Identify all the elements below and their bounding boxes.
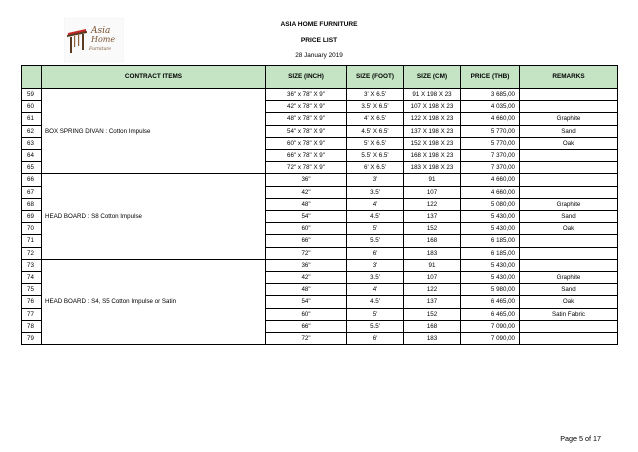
- size-inch-cell: 72": [266, 247, 347, 259]
- size-inch-cell: 72" x 78" X 9": [266, 162, 347, 174]
- price-cell: 5 430,00: [461, 211, 520, 223]
- price-cell: 6 465,00: [461, 308, 520, 320]
- remark-cell: Sand: [520, 211, 618, 223]
- col-header-contract-items: CONTRACT ITEMS: [42, 66, 266, 89]
- size-foot-cell: 5': [347, 308, 404, 320]
- row-number: 63: [22, 137, 42, 149]
- size-inch-cell: 42": [266, 186, 347, 198]
- remark-cell: Graphite: [520, 113, 618, 125]
- price-cell: 5 430,00: [461, 272, 520, 284]
- contract-item: HEAD BOARD : S4, S5 Cotton Impulse or Satin: [42, 259, 266, 344]
- size-foot-cell: 5' X 6.5': [347, 137, 404, 149]
- size-foot-cell: 3.5' X 6.5': [347, 101, 404, 113]
- table-row: [22, 259, 618, 271]
- size-cm-cell: 122: [404, 198, 461, 210]
- logo-text-line-1: Asia: [91, 26, 111, 36]
- size-inch-cell: 36" x 78" X 9": [266, 89, 347, 101]
- remark-cell: Oak: [520, 137, 618, 149]
- size-foot-cell: 4.5': [347, 211, 404, 223]
- size-cm-cell: 122 X 198 X 23: [404, 113, 461, 125]
- row-number: 62: [22, 125, 42, 137]
- logo-text-line-3: Furniture: [89, 47, 112, 52]
- size-cm-cell: 168 X 198 X 23: [404, 150, 461, 162]
- size-foot-cell: 5.5' X 6.5': [347, 150, 404, 162]
- row-number: 70: [22, 223, 42, 235]
- remark-cell: Oak: [520, 296, 618, 308]
- price-cell: 7 370,00: [461, 150, 520, 162]
- size-foot-cell: 6': [347, 247, 404, 259]
- price-cell: 6 185,00: [461, 235, 520, 247]
- remark-cell: [520, 174, 618, 186]
- size-inch-cell: 48": [266, 284, 347, 296]
- size-inch-cell: 54": [266, 296, 347, 308]
- size-foot-cell: 5.5': [347, 235, 404, 247]
- size-cm-cell: 183 X 198 X 23: [404, 162, 461, 174]
- size-inch-cell: 66": [266, 235, 347, 247]
- col-header-price: PRICE (THB): [461, 66, 520, 89]
- price-cell: 4 660,00: [461, 186, 520, 198]
- remark-cell: [520, 259, 618, 271]
- price-table: [21, 65, 618, 345]
- remark-cell: Oak: [520, 223, 618, 235]
- price-table-body: [22, 89, 618, 345]
- price-cell: 5 430,00: [461, 259, 520, 271]
- size-inch-cell: 54" x 78" X 9": [266, 125, 347, 137]
- row-number: 73: [22, 259, 42, 271]
- size-cm-cell: 91 X 198 X 23: [404, 89, 461, 101]
- size-inch-cell: 48" x 78" X 9": [266, 113, 347, 125]
- remark-cell: [520, 333, 618, 345]
- size-cm-cell: 183: [404, 333, 461, 345]
- remark-cell: Sand: [520, 125, 618, 137]
- size-inch-cell: 42" x 78" X 9": [266, 101, 347, 113]
- price-cell: 7 090,00: [461, 320, 520, 332]
- price-cell: 3 685,00: [461, 89, 520, 101]
- size-inch-cell: 36": [266, 174, 347, 186]
- row-number: 65: [22, 162, 42, 174]
- row-number: 76: [22, 296, 42, 308]
- size-cm-cell: 137: [404, 296, 461, 308]
- row-number: 77: [22, 308, 42, 320]
- price-cell: 4 660,00: [461, 174, 520, 186]
- row-number: 72: [22, 247, 42, 259]
- remark-cell: [520, 186, 618, 198]
- size-foot-cell: 4.5' X 6.5': [347, 125, 404, 137]
- row-number: 66: [22, 174, 42, 186]
- price-cell: 5 770,00: [461, 137, 520, 149]
- size-inch-cell: 36": [266, 259, 347, 271]
- remark-cell: Graphite: [520, 198, 618, 210]
- size-foot-cell: 4' X 6.5': [347, 113, 404, 125]
- remark-cell: [520, 320, 618, 332]
- size-cm-cell: 183: [404, 247, 461, 259]
- document-title: PRICE LIST: [300, 37, 338, 44]
- remark-cell: [520, 235, 618, 247]
- price-cell: 5 430,00: [461, 223, 520, 235]
- remark-cell: Graphite: [520, 272, 618, 284]
- remark-cell: Satin Fabric: [520, 308, 618, 320]
- price-cell: 7 370,00: [461, 162, 520, 174]
- size-foot-cell: 3': [347, 174, 404, 186]
- price-cell: 4 035,00: [461, 101, 520, 113]
- size-inch-cell: 66": [266, 320, 347, 332]
- size-cm-cell: 137 X 198 X 23: [404, 125, 461, 137]
- size-foot-cell: 3.5': [347, 186, 404, 198]
- col-header-size-inch: SIZE (INCH): [266, 66, 347, 89]
- size-inch-cell: 48": [266, 198, 347, 210]
- document-date: 28 January 2019: [295, 52, 343, 59]
- size-cm-cell: 91: [404, 259, 461, 271]
- col-header-remarks: REMARKS: [520, 66, 618, 89]
- size-inch-cell: 60" x 78" X 9": [266, 137, 347, 149]
- size-cm-cell: 137: [404, 211, 461, 223]
- company-name: ASIA HOME FURNITURE: [280, 21, 358, 28]
- row-number: 68: [22, 198, 42, 210]
- size-cm-cell: 152: [404, 308, 461, 320]
- remark-cell: [520, 150, 618, 162]
- row-number: 79: [22, 333, 42, 345]
- price-cell: 4 660,00: [461, 113, 520, 125]
- size-foot-cell: 3.5': [347, 272, 404, 284]
- size-foot-cell: 4.5': [347, 296, 404, 308]
- remark-cell: [520, 247, 618, 259]
- price-cell: 6 185,00: [461, 247, 520, 259]
- size-cm-cell: 168: [404, 320, 461, 332]
- size-foot-cell: 4': [347, 284, 404, 296]
- row-number: 59: [22, 89, 42, 101]
- size-cm-cell: 107: [404, 272, 461, 284]
- size-cm-cell: 91: [404, 174, 461, 186]
- size-foot-cell: 6': [347, 333, 404, 345]
- size-foot-cell: 3' X 6.5': [347, 89, 404, 101]
- size-inch-cell: 60": [266, 308, 347, 320]
- size-cm-cell: 168: [404, 235, 461, 247]
- remark-cell: [520, 101, 618, 113]
- row-number: 78: [22, 320, 42, 332]
- row-number: 71: [22, 235, 42, 247]
- price-cell: 7 090,00: [461, 333, 520, 345]
- price-cell: 5 980,00: [461, 284, 520, 296]
- row-number: 67: [22, 186, 42, 198]
- row-number: 69: [22, 211, 42, 223]
- size-inch-cell: 42": [266, 272, 347, 284]
- row-number: 75: [22, 284, 42, 296]
- remark-cell: [520, 89, 618, 101]
- size-foot-cell: 3': [347, 259, 404, 271]
- size-foot-cell: 5.5': [347, 320, 404, 332]
- contract-item: BOX SPRING DIVAN : Cotton Impulse: [42, 89, 266, 174]
- size-inch-cell: 66" x 78" X 9": [266, 150, 347, 162]
- row-number: 74: [22, 272, 42, 284]
- price-cell: 6 465,00: [461, 296, 520, 308]
- contract-item: HEAD BOARD : S8 Cotton Impulse: [42, 174, 266, 259]
- size-inch-cell: 54": [266, 211, 347, 223]
- table-row: [22, 89, 618, 101]
- row-number: 64: [22, 150, 42, 162]
- remark-cell: [520, 162, 618, 174]
- header-row: [22, 66, 618, 89]
- page-number: Page 5 of 17: [560, 434, 601, 443]
- size-cm-cell: 152: [404, 223, 461, 235]
- logo-text-line-2: Home: [91, 35, 116, 44]
- size-foot-cell: 6' X 6.5': [347, 162, 404, 174]
- col-header-size-foot: SIZE (FOOT): [347, 66, 404, 89]
- size-cm-cell: 122: [404, 284, 461, 296]
- col-header-no: [22, 66, 42, 89]
- row-number: 61: [22, 113, 42, 125]
- size-cm-cell: 152 X 198 X 23: [404, 137, 461, 149]
- size-foot-cell: 4': [347, 198, 404, 210]
- size-cm-cell: 107 X 198 X 23: [404, 101, 461, 113]
- size-inch-cell: 60": [266, 223, 347, 235]
- price-cell: 5 770,00: [461, 125, 520, 137]
- size-foot-cell: 5': [347, 223, 404, 235]
- remark-cell: Sand: [520, 284, 618, 296]
- size-cm-cell: 107: [404, 186, 461, 198]
- price-cell: 5 080,00: [461, 198, 520, 210]
- row-number: 60: [22, 101, 42, 113]
- col-header-size-cm: SIZE (CM): [404, 66, 461, 89]
- table-row: [22, 174, 618, 186]
- size-inch-cell: 72": [266, 333, 347, 345]
